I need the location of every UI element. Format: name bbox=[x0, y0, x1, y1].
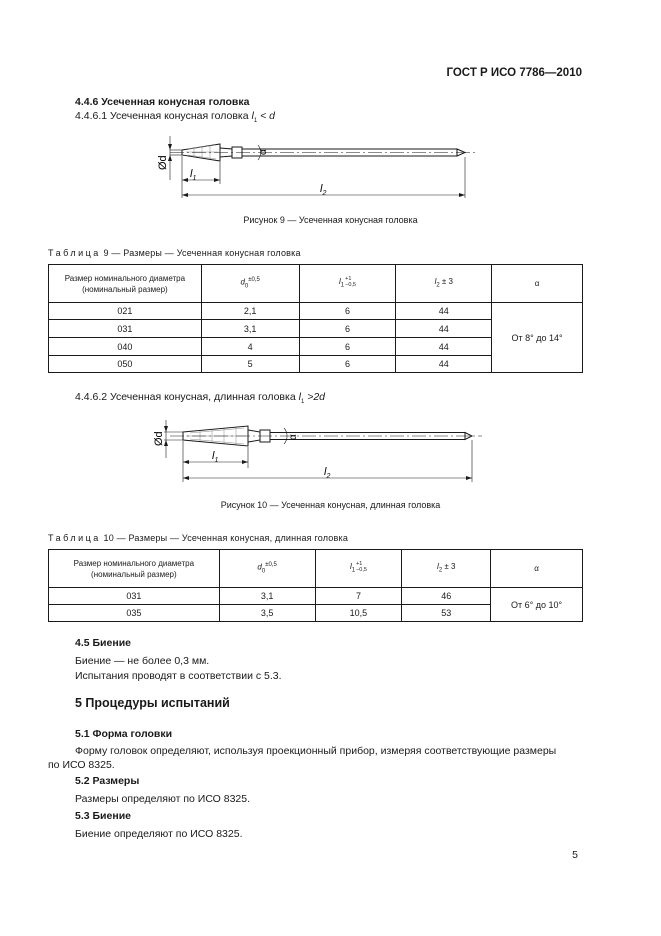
table-10-header-row bbox=[49, 550, 583, 588]
table-10-header-l1: $l_1+1$ −0,5 bbox=[315, 550, 402, 588]
table-10-header-size: Размер номинального диаметра (номинальный размер) bbox=[49, 550, 220, 588]
head-hatch bbox=[186, 145, 218, 159]
diameter-label: Ød bbox=[153, 431, 165, 446]
figure-10-drawing bbox=[150, 412, 490, 487]
table-10-alpha-range: От 6° до 10° bbox=[491, 588, 583, 622]
l2-label: l bbox=[320, 183, 323, 195]
svg-text:l1: $l_1$ bbox=[190, 168, 197, 182]
section-5-3-title: 5.3 Биение bbox=[75, 810, 131, 822]
section-4-4-6-2-heading: 4.4.6.2 Усеченная конусная, длинная головка $l_1 >2d$ bbox=[75, 391, 326, 406]
section-5-2-title: 5.2 Размеры bbox=[75, 775, 140, 787]
table-row: 031 3,1 6 44 bbox=[49, 320, 583, 338]
table-10-header-alpha: α bbox=[491, 550, 583, 588]
svg-text:l1: $l_1$ bbox=[212, 450, 219, 464]
figure-10-caption: Рисунок 10 — Усеченная конусная, длинная головка bbox=[220, 500, 441, 510]
table-9-header-size: Размер номинального диаметра (номинальный размер) bbox=[49, 265, 202, 303]
section-4-5-p2: Испытания проводят в соответствии с 5.3. bbox=[75, 670, 282, 682]
diameter-label: Ød bbox=[157, 155, 169, 170]
table-row: 035 3,5 10,5 53 bbox=[49, 605, 583, 622]
section-5-1-p-line2: по ИСО 8325. bbox=[48, 759, 115, 771]
figure-9-drawing bbox=[150, 128, 490, 203]
table-10 bbox=[48, 549, 583, 622]
table-9-header-d0: $d_0^{\pm 0,5}$ bbox=[201, 265, 299, 303]
section-4-4-6-1-heading: 4.4.6.1 Усеченная конусная головка $l_1 < d$ bbox=[75, 110, 276, 125]
l2-label: l bbox=[324, 466, 327, 478]
table-row: 031 3,1 7 46 От 6° до 10° bbox=[49, 588, 583, 605]
table-9-header-l1: $l_1+1$ −0,5 bbox=[299, 265, 396, 303]
table-9-header-l2: $l_2 \pm 3$ bbox=[396, 265, 492, 303]
table-row: 021 2,1 6 44 От 8° до 14° bbox=[49, 303, 583, 320]
section-5-3-p: Биение определяют по ИСО 8325. bbox=[75, 828, 243, 840]
section-5-title: 5 Процедуры испытаний bbox=[75, 696, 230, 710]
section-4-4-6-title: 4.4.6 Усеченная конусная головка bbox=[75, 96, 250, 108]
section-5-1-p-line1: Форму головок определяют, используя проекционный прибор, измеряя соответствующие размеры bbox=[75, 745, 557, 757]
document-header: ГОСТ Р ИСО 7786—2010 bbox=[446, 67, 582, 79]
figure-9-caption: Рисунок 9 — Усеченная конусная головка bbox=[243, 215, 418, 225]
table-row: 040 4 6 44 bbox=[49, 338, 583, 356]
page-number: 5 bbox=[572, 849, 578, 861]
svg-text:l2: $l_2$ bbox=[324, 466, 331, 480]
svg-text:l2: $l_2$ bbox=[320, 183, 327, 197]
table-10-header-d0: $d_0^{\pm 0,5}$ bbox=[219, 550, 315, 588]
alpha-label: α bbox=[288, 434, 299, 440]
alpha-label: α bbox=[258, 149, 269, 155]
section-4-5-title: 4.5 Биение bbox=[75, 637, 131, 649]
section-5-1-title: 5.1 Форма головки bbox=[75, 728, 173, 740]
l1-label: l bbox=[212, 450, 215, 462]
table-9 bbox=[48, 264, 583, 373]
table-9-alpha-range: От 8° до 14° bbox=[492, 303, 583, 373]
table-row: 050 5 6 44 bbox=[49, 356, 583, 373]
table-9-header-alpha: α bbox=[492, 265, 583, 303]
table-9-caption: Таблица 9 — Размеры — Усеченная конусная головка bbox=[48, 248, 301, 258]
table-10-caption: Таблица 10 — Размеры — Усеченная конусная, длинная головка bbox=[48, 533, 349, 543]
table-9-header-row bbox=[49, 265, 583, 303]
section-4-5-p1: Биение — не более 0,3 мм. bbox=[75, 655, 210, 667]
section-5-2-p: Размеры определяют по ИСО 8325. bbox=[75, 793, 251, 805]
l1-label: l bbox=[190, 168, 193, 180]
table-10-header-l2: $l_2 \pm 3$ bbox=[402, 550, 491, 588]
